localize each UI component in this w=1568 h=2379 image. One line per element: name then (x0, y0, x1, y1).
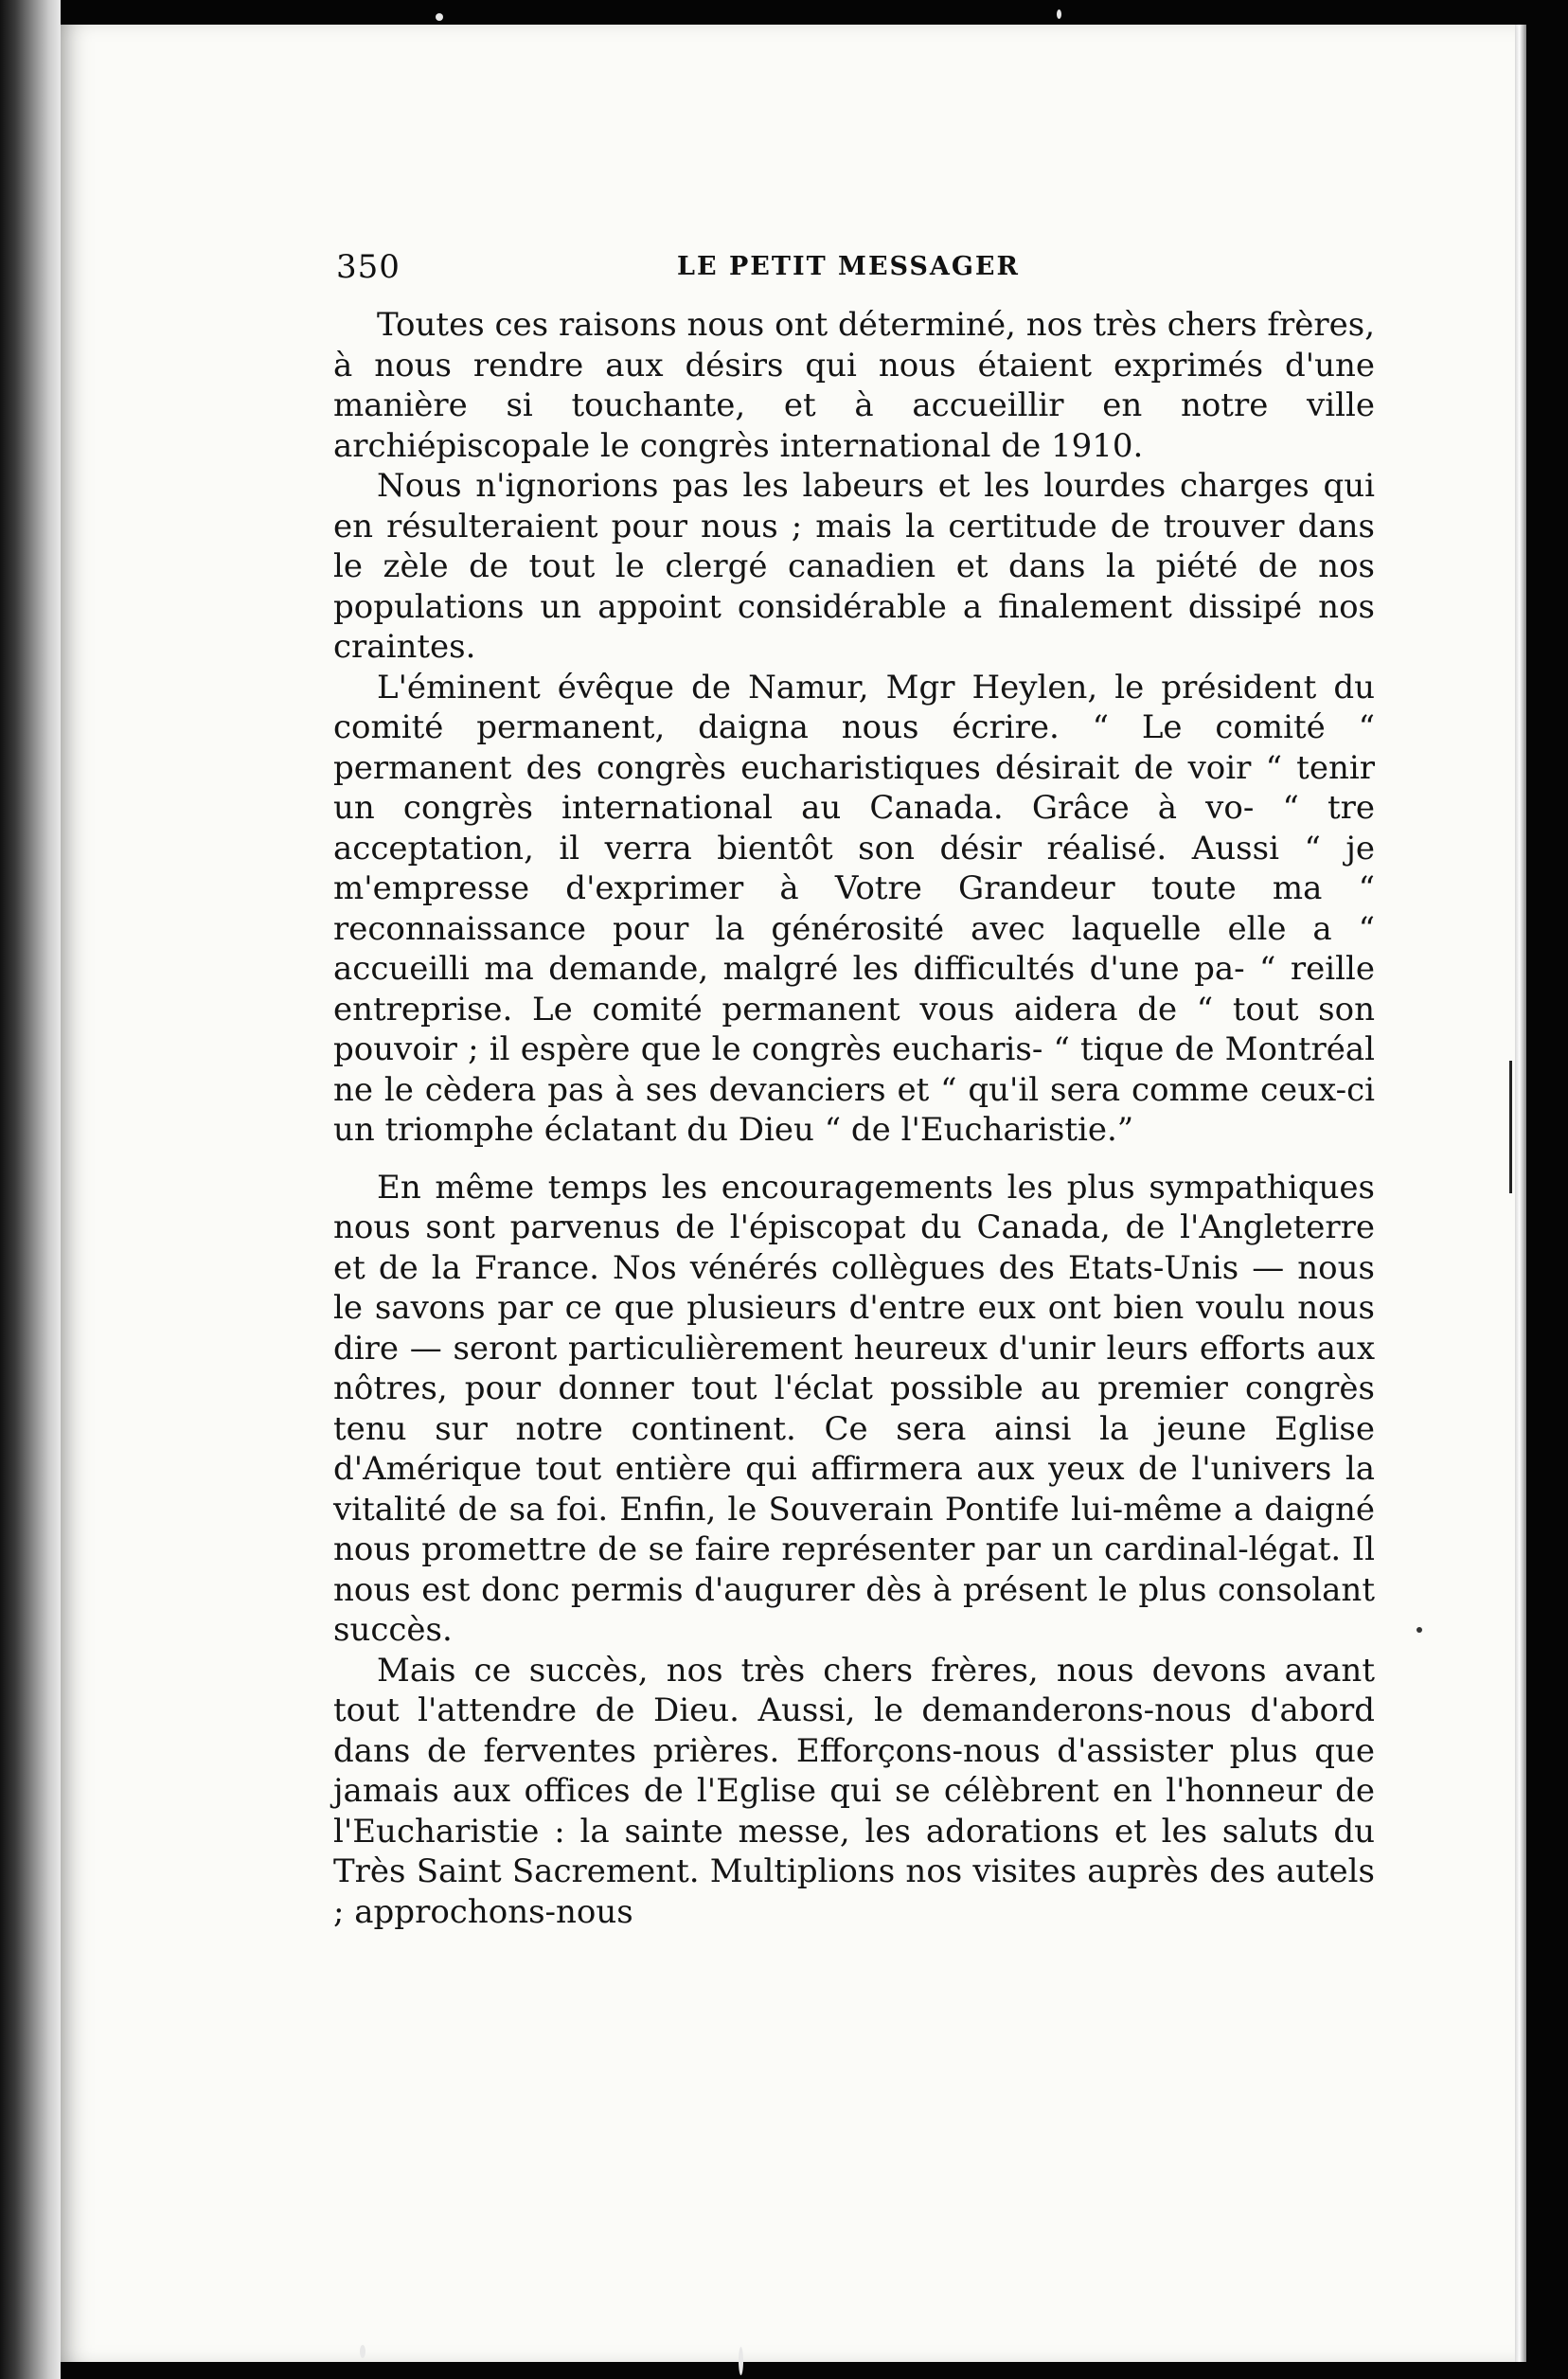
book-binding-edge (0, 0, 61, 2379)
margin-mark (1509, 1061, 1512, 1193)
paragraph: Nous n'ignorions pas les labeurs et les lourdes charges qui en résulteraient pour nous ; mais la certitude de trouver dans le zèle de tout le clergé canadien et dans la piété de nos populations un appoint considérable a finalement dissipé nos craintes. (333, 467, 1375, 666)
body-text (333, 305, 1375, 1932)
paragraph: Mais ce succès, nos très chers frères, nous devons avant tout l'attendre de Dieu. Aussi, le demanderons-nous d'abord dans de ferventes prières. Efforçons-nous d'assister plus que jamais aux offices de l'Eglise qui se célèbrent en l'honneur de l'Eucharistie : la sainte messe, les adorations et les saluts du Très Saint Sacrement. Multiplions nos visites auprès des autels ; approchons-nous (333, 1651, 1375, 1931)
dust-speck (1057, 9, 1061, 19)
page-right-edge (1515, 25, 1526, 2362)
dust-speck (739, 2347, 743, 2375)
paragraph-quotation: L'éminent évêque de Namur, Mgr Heylen, le président du comité permanent, daigna nous écrire. “ Le comité “ permanent des congrès eucharistiques désirait de voir “ tenir un congrès international au Canada. Grâce à vo- “ tre acceptation, il verra bientôt son désir réalisé. Aussi “ je m'empresse d'exprimer à Votre Grandeur toute ma “ reconnaissance pour la générosité avec laquelle elle a “ accueilli ma demande, malgré les difficultés d'une pa- “ reille entreprise. Le comité permanent vous aidera de “ tout son pouvoir ; il espère que le congrès eucharis- “ tique de Montréal ne le cèdera pas à ses devanciers et “ qu'il sera comme ceux-ci un triomphe éclatant du Dieu “ de l'Eucharistie.” (333, 668, 1375, 1149)
page-header (336, 248, 1378, 294)
running-head: LE PETIT MESSAGER (677, 252, 1020, 281)
paragraph: Toutes ces raisons nous ont déterminé, nos très chers frères, à nous rendre aux désirs qui nous étaient exprimés d'une manière si touchante, et à accueillir en notre ville archiépiscopale le congrès international de 1910. (333, 306, 1375, 465)
dust-speck (436, 13, 443, 21)
dust-speck (1417, 1627, 1422, 1633)
page-number: 350 (336, 248, 401, 286)
paragraph: En même temps les encouragements les plus sympathiques nous sont parvenus de l'épiscopat du Canada, de l'Angleterre et de la France. Nos vénérés collègues des Etats-Unis — nous le savons par ce que plusieurs d'entre eux ont bien voulu nous dire — seront particulièrement heureux d'unir leurs efforts aux nôtres, pour donner tout l'éclat possible au premier congrès tenu sur notre continent. Ce sera ainsi la jeune Eglise d'Amérique tout entière qui affirmera aux yeux de l'univers la vitalité de sa foi. Enfin, le Souverain Pontife lui-même a daigné nous promettre de se faire représenter par un cardinal-légat. Il nous est donc permis d'augurer dès à présent le plus consolant succès. (333, 1168, 1375, 1649)
dust-speck (360, 2345, 365, 2358)
